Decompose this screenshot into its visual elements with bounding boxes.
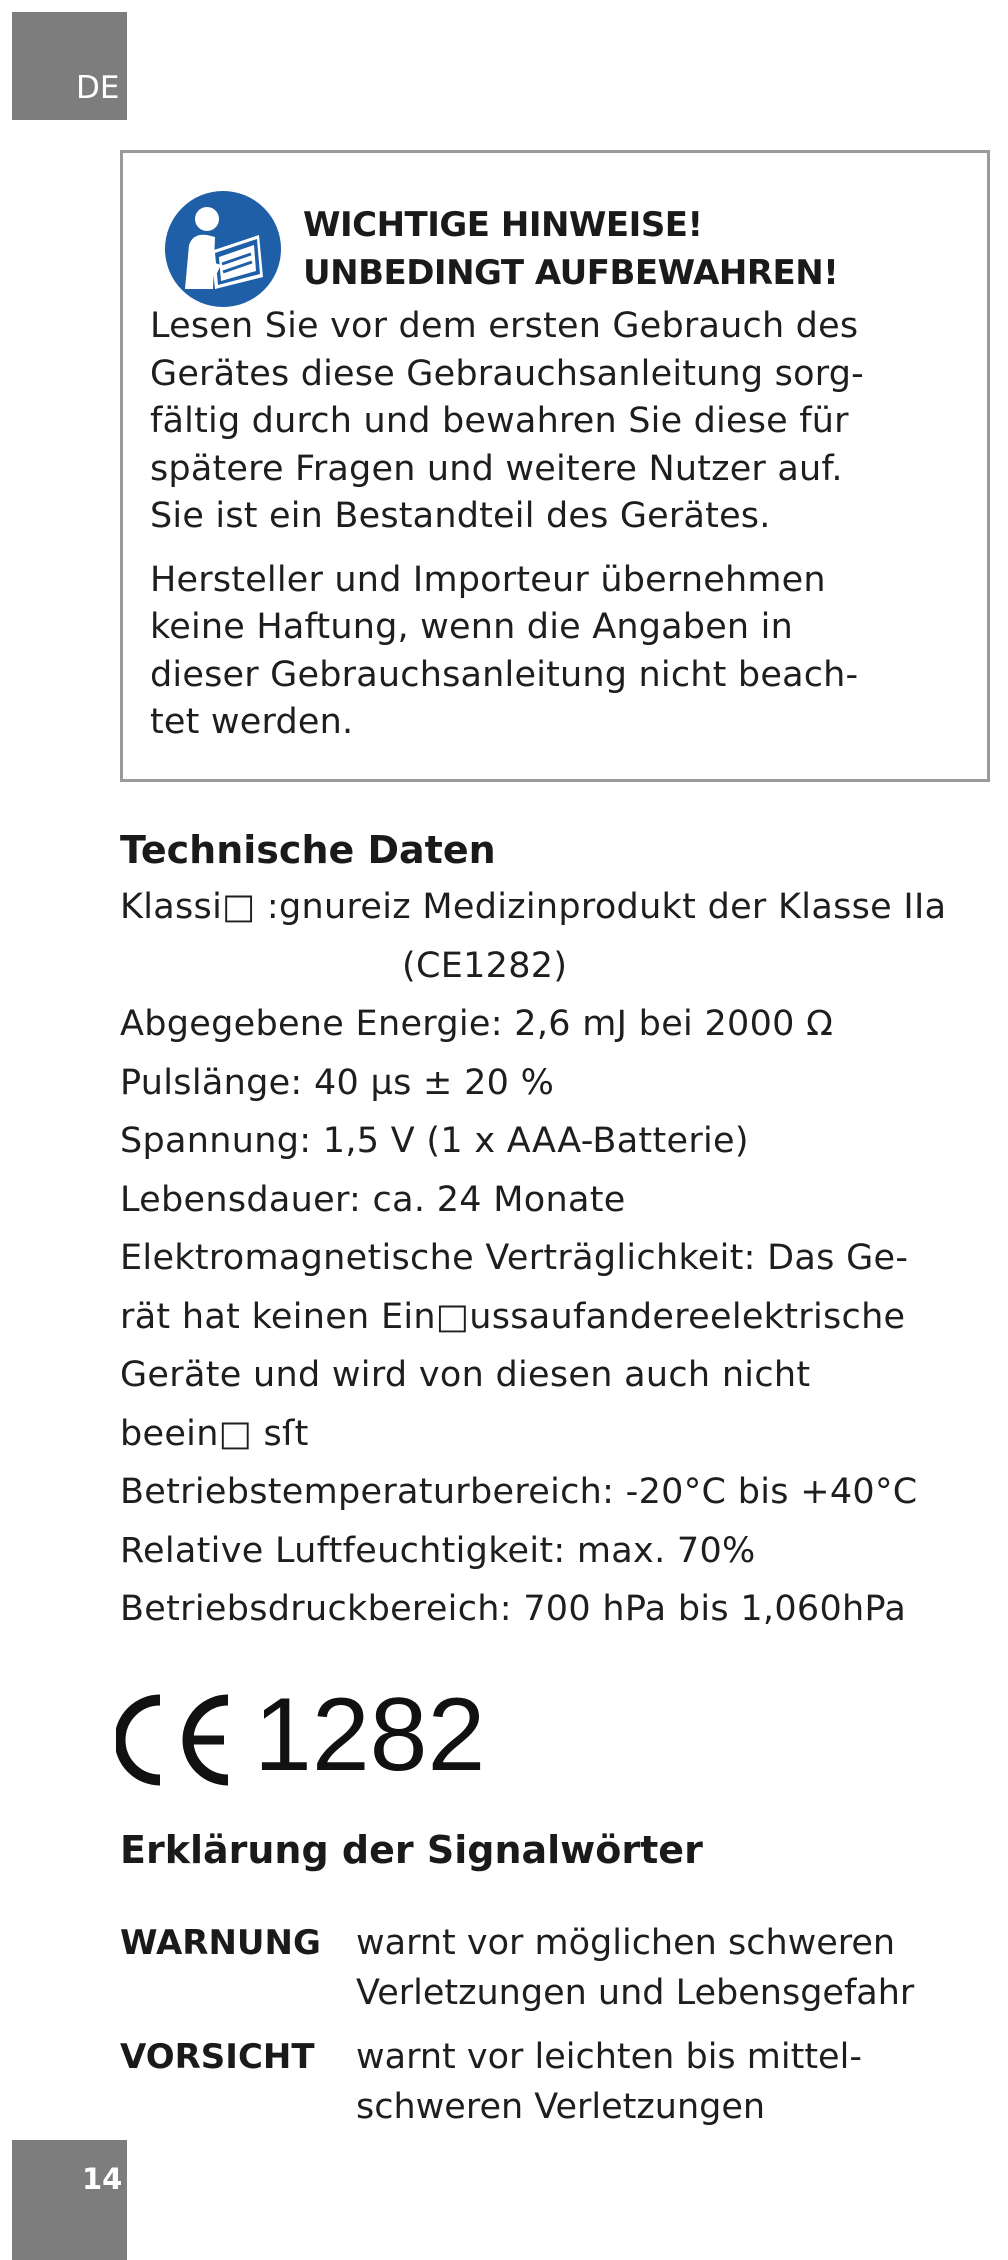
notice-line: spätere Fragen und weitere Nutzer auf.: [150, 448, 843, 489]
notice-line: Sie ist ein Bestandteil des Gerätes.: [150, 496, 771, 536]
notice-line: Hersteller und Importeur übernehmen: [150, 559, 826, 600]
language-label: DE: [76, 70, 120, 106]
notice-heading: [303, 201, 838, 297]
technical-data-heading: Technische Daten: [120, 828, 496, 872]
notice-line: keine Haftung, wenn die Angaben in: [150, 607, 793, 647]
spec-line: rät hat keinen Ein□ussaufandereelektrische: [120, 1296, 906, 1337]
notice-line: Gerätes diese Gebrauchsanleitung sorg-: [150, 353, 864, 394]
spec-line: Relative Luftfeuchtigkeit: max. 70%: [120, 1530, 756, 1571]
spec-line: Spannung: 1,5 V (1 x AAA-Batterie): [120, 1121, 749, 1161]
page-number: 14: [82, 2162, 123, 2196]
spec-line: Pulslänge: 40 µs ± 20 %: [120, 1062, 555, 1103]
signal-word-warnung: WARNUNG: [120, 1923, 321, 1963]
ce-logo-icon: [116, 1694, 250, 1786]
spec-line: beein□ sſt: [120, 1413, 309, 1454]
spec-line: Abgegebene Energie: 2,6 mJ bei 2000 Ω: [120, 1004, 834, 1044]
notice-line: tet werden.: [150, 702, 354, 742]
important-notice-box: [120, 150, 990, 782]
description-line: schweren Verletzungen: [356, 2087, 766, 2127]
spec-line: Klassi□ :gnureiz Medizinprodukt der Klasse IIa: [120, 887, 947, 927]
description-line: warnt vor möglichen schweren: [356, 1923, 896, 1963]
technical-data-list: [120, 878, 1000, 1639]
description-line: Verletzungen und Lebensgefahr: [356, 1973, 915, 2013]
notified-body-number: 1282: [254, 1676, 486, 1793]
read-manual-icon: [159, 185, 287, 313]
spec-line: Betriebsdruckbereich: 700 hPa bis 1,060hPa: [120, 1589, 907, 1629]
notice-line: Lesen Sie vor dem ersten Gebrauch des: [150, 306, 859, 346]
spec-line: Betriebstemperaturbereich: -20°C bis +40°C: [120, 1472, 918, 1512]
language-tab: [12, 12, 127, 120]
ce-marking: [116, 1676, 486, 1793]
signal-words-heading: Erklärung der Signalwörter: [120, 1828, 703, 1872]
spec-line: Geräte und wird von diesen auch nicht: [120, 1355, 811, 1395]
notice-body: [150, 303, 970, 747]
notice-line: fältig durch und bewahren Sie diese für: [150, 401, 849, 441]
description-line: warnt vor leichten bis mittel-: [356, 2037, 862, 2077]
spec-line: Elektromagnetische Verträglichkeit: Das Ge-: [120, 1238, 909, 1278]
signal-word-vorsicht: VORSICHT: [120, 2037, 315, 2077]
spec-line: (CE1282): [402, 945, 568, 986]
notice-paragraph-1: [150, 303, 970, 541]
notice-heading-line-1: WICHTIGE HINWEISE!: [303, 205, 703, 245]
page-number-tab: [12, 2140, 127, 2260]
signal-word-description: [356, 1918, 914, 2018]
signal-word-description: [356, 2032, 862, 2132]
notice-heading-line-2: UNBEDINGT AUFBEWAHREN!: [303, 253, 839, 293]
spec-line: Lebensdauer: ca. 24 Monate: [120, 1179, 626, 1220]
notice-line: dieser Gebrauchsanleitung nicht beach-: [150, 654, 859, 695]
notice-paragraph-2: [150, 557, 970, 747]
